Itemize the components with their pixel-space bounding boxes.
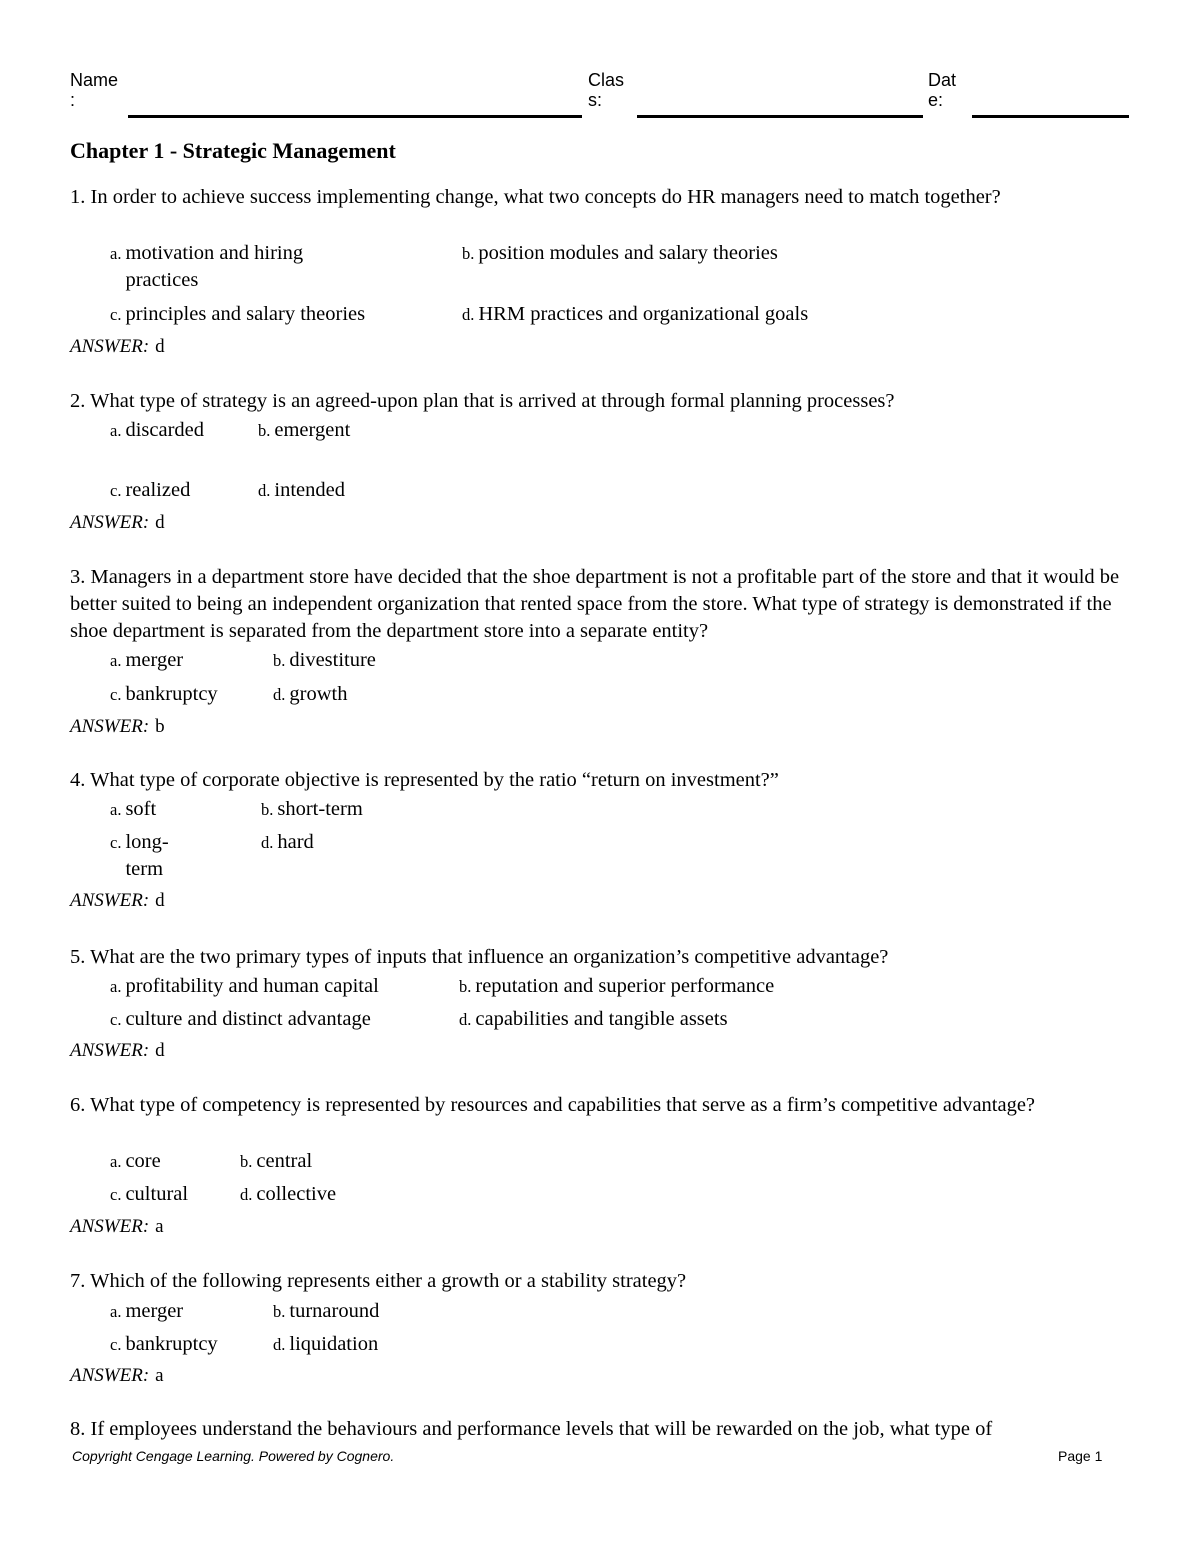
answer-value: b — [155, 716, 165, 737]
question-4-answer — [70, 890, 165, 912]
option-letter: a. — [110, 244, 122, 263]
question-4-text: 4. What type of corporate objective is represented by the ratio “return on investment?” — [70, 769, 779, 791]
question-6-option-b[interactable] — [240, 1148, 312, 1175]
option-letter: d. — [273, 685, 286, 704]
question-3-option-c[interactable] — [110, 681, 218, 708]
option-text: realized — [125, 479, 191, 501]
name-field-label — [70, 70, 118, 110]
option-letter: b. — [258, 421, 271, 440]
option-letter: d. — [240, 1185, 253, 1204]
copyright-footer: Copyright Cengage Learning. Powered by Cognero. — [72, 1448, 395, 1464]
option-text: collective — [256, 1183, 337, 1205]
question-5-option-c[interactable] — [110, 1006, 371, 1033]
answer-label: ANSWER: — [70, 716, 150, 737]
name-input-line[interactable] — [128, 115, 582, 118]
answer-value: d — [155, 890, 165, 911]
question-3-option-a[interactable] — [110, 647, 183, 674]
option-text: core — [125, 1150, 161, 1172]
question-6-text: 6. What type of competency is represented by resources and capabilities that serve as a firm’s competitive advantage? — [70, 1094, 1036, 1116]
page-number: Page 1 — [1058, 1448, 1103, 1464]
question-1-answer — [70, 336, 165, 358]
option-letter: b. — [240, 1152, 253, 1171]
option-letter: d. — [258, 481, 271, 500]
answer-label: ANSWER: — [70, 512, 150, 533]
option-letter: d. — [459, 1010, 472, 1029]
question-2-text: 2. What type of strategy is an agreed-upon plan that is arrived at through formal planning processes? — [70, 390, 895, 412]
option-text: short-term — [277, 798, 363, 820]
option-text: soft — [125, 798, 157, 820]
option-letter: a. — [110, 1152, 122, 1171]
option-text: capabilities and tangible assets — [475, 1008, 728, 1030]
option-text: merger — [125, 1300, 184, 1322]
option-letter: a. — [110, 977, 122, 996]
question-7-option-d[interactable] — [273, 1331, 378, 1358]
option-text: merger — [125, 649, 184, 671]
question-2-option-c[interactable] — [110, 477, 190, 504]
option-text: cultural — [125, 1183, 189, 1205]
option-text: liquidation — [289, 1333, 379, 1355]
answer-value: a — [155, 1216, 164, 1237]
option-text: intended — [274, 479, 345, 501]
option-letter: a. — [110, 800, 122, 819]
option-text: motivation and hiring practices — [125, 242, 304, 291]
question-2-option-b[interactable] — [258, 417, 350, 444]
option-letter: a. — [110, 421, 122, 440]
question-1-option-b[interactable] — [462, 240, 778, 267]
option-text: HRM practices and organizational goals — [478, 303, 809, 325]
option-text: growth — [289, 683, 348, 705]
answer-value: d — [155, 512, 165, 533]
question-6-option-d[interactable] — [240, 1181, 336, 1208]
option-letter: b. — [261, 800, 274, 819]
answer-label: ANSWER: — [70, 1216, 150, 1237]
option-letter: b. — [273, 1302, 286, 1321]
class-field-label — [588, 70, 624, 110]
question-8-text: 8. If employees understand the behaviours and performance levels that will be rewarded on the job, what type of — [70, 1418, 993, 1440]
option-text: long-term — [125, 831, 169, 880]
option-text: bankruptcy — [125, 1333, 218, 1355]
question-3-text: 3. Managers in a department store have decided that the shoe department is not a profitable part of the store and that it would be better suited to being an independent organization that rented space from the store. What type of strategy is demonstrated if the shoe department is separated from the department store into a separate entity? — [70, 566, 1120, 642]
answer-label: ANSWER: — [70, 1365, 150, 1386]
option-letter: a. — [110, 1302, 122, 1321]
question-2-option-d[interactable] — [258, 477, 345, 504]
date-input-line[interactable] — [972, 115, 1129, 118]
answer-label: ANSWER: — [70, 890, 150, 911]
question-6-answer — [70, 1216, 164, 1238]
option-letter: d. — [261, 833, 274, 852]
question-3-option-d[interactable] — [273, 681, 347, 708]
question-7-option-b[interactable] — [273, 1298, 379, 1325]
question-2-answer — [70, 512, 165, 534]
question-6-option-a[interactable] — [110, 1148, 161, 1175]
date-label-top: Dat — [928, 70, 957, 90]
question-4-option-d[interactable] — [261, 829, 314, 856]
question-1-option-c[interactable] — [110, 301, 365, 328]
question-3-option-b[interactable] — [273, 647, 376, 674]
question-5-option-b[interactable] — [459, 973, 774, 1000]
question-7-option-a[interactable] — [110, 1298, 183, 1325]
question-4-option-c[interactable] — [110, 829, 187, 883]
question-5-option-a[interactable] — [110, 973, 379, 1000]
option-letter: b. — [273, 651, 286, 670]
option-text: turnaround — [289, 1300, 380, 1322]
option-letter: c. — [110, 833, 122, 852]
option-text: discarded — [125, 419, 204, 441]
option-text: divestiture — [289, 649, 376, 671]
option-letter: b. — [462, 244, 475, 263]
option-text: emergent — [274, 419, 351, 441]
option-text: bankruptcy — [125, 683, 218, 705]
question-5-answer — [70, 1040, 165, 1062]
option-text: principles and salary theories — [125, 303, 366, 325]
question-2-option-a[interactable] — [110, 417, 211, 444]
option-text: central — [256, 1150, 313, 1172]
question-3-answer — [70, 716, 165, 738]
question-1-option-a[interactable] — [110, 240, 355, 294]
option-text: reputation and superior performance — [475, 975, 775, 997]
answer-value: a — [155, 1365, 164, 1386]
class-label-bottom: s: — [588, 90, 603, 110]
question-1-text: 1. In order to achieve success implementing change, what two concepts do HR managers need to match together? — [70, 186, 1001, 208]
question-7-answer — [70, 1365, 164, 1387]
option-letter: c. — [110, 305, 122, 324]
chapter-title: Chapter 1 - Strategic Management — [70, 138, 396, 163]
question-6-option-c[interactable] — [110, 1181, 188, 1208]
answer-label: ANSWER: — [70, 1040, 150, 1061]
option-text: culture and distinct advantage — [125, 1008, 371, 1030]
option-letter: c. — [110, 1010, 122, 1029]
option-letter: c. — [110, 1185, 122, 1204]
date-label-bottom: e: — [928, 90, 944, 110]
answer-label: ANSWER: — [70, 336, 150, 357]
option-letter: d. — [273, 1335, 286, 1354]
question-1-option-d[interactable] — [462, 301, 808, 328]
answer-value: d — [155, 1040, 165, 1061]
class-label-top: Clas — [588, 70, 625, 90]
question-5-text: 5. What are the two primary types of inputs that influence an organization’s competitive advantage? — [70, 946, 889, 968]
question-5-option-d[interactable] — [459, 1006, 728, 1033]
answer-value: d — [155, 336, 165, 357]
option-text: hard — [277, 831, 314, 853]
class-input-line[interactable] — [637, 115, 923, 118]
question-7-text: 7. Which of the following represents either a growth or a stability strategy? — [70, 1270, 687, 1292]
option-text: profitability and human capital — [125, 975, 379, 997]
name-label-bottom: : — [70, 90, 76, 110]
question-4-option-b[interactable] — [261, 796, 363, 823]
option-letter: b. — [459, 977, 472, 996]
option-letter: a. — [110, 651, 122, 670]
name-label-top: Name — [70, 70, 119, 90]
option-letter: c. — [110, 1335, 122, 1354]
option-letter: c. — [110, 481, 122, 500]
option-text: position modules and salary theories — [478, 242, 778, 264]
option-letter: d. — [462, 305, 475, 324]
question-7-option-c[interactable] — [110, 1331, 218, 1358]
question-4-option-a[interactable] — [110, 796, 156, 823]
option-letter: c. — [110, 685, 122, 704]
date-field-label — [928, 70, 956, 110]
